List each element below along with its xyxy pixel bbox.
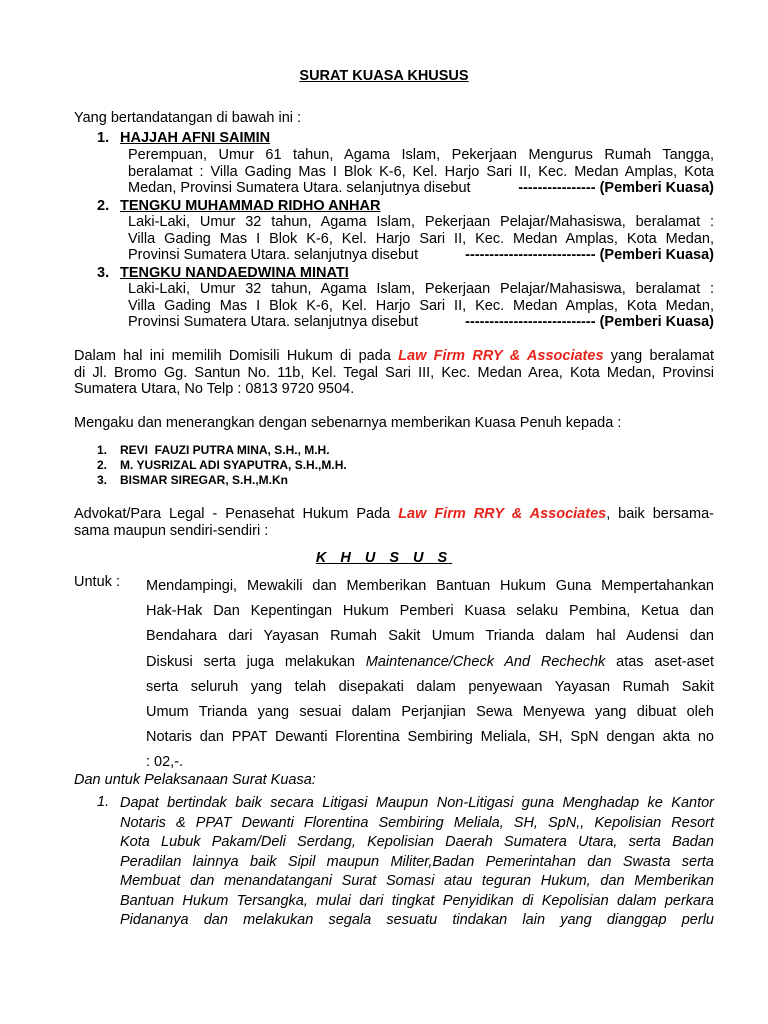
party-dashes: --------------------------- bbox=[465, 314, 596, 331]
party-line: Villa Gading Mas I Blok K-6, Kel. Harjo Sari II, Kec. Medan Amplas, Kota Medan, bbox=[128, 297, 714, 314]
untuk-line: Diskusi serta juga melakukan bbox=[146, 653, 355, 670]
untuk-line: atas aset-aset bbox=[616, 653, 715, 670]
domicile-address: Sumatera Utara, No Telp : 0813 9720 9504. bbox=[74, 381, 355, 397]
party-number: 1. bbox=[97, 130, 110, 146]
recipient-name: REVI FAUZI PUTRA MINA, S.H., M.H. bbox=[120, 443, 330, 457]
party-line: Villa Gading Mas I Blok K-6, Kel. Harjo Sari II, Kec. Medan Amplas, Kota Medan, bbox=[128, 230, 714, 247]
party-number: 2. bbox=[97, 198, 110, 214]
pelaksanaan-title: Dan untuk Pelaksanaan Surat Kuasa: bbox=[74, 772, 316, 788]
party-line: Medan, Provinsi Sumatera Utara. selanjutnya disebut bbox=[128, 180, 471, 197]
untuk-line: Mendampingi, Mewakili dan Memberikan Bantuan Hukum Guna Mempertahankan bbox=[146, 578, 714, 594]
pelaksanaan-line: Notaris & PPAT Dewanti Florentina Sembiring Meliala, SH, SpN,, Kepolisian Resort bbox=[120, 814, 714, 831]
pelaksanaan-line: Membuat dan menandatangani Surat Somasi atau teguran Hukum, dan Memberikan bbox=[120, 873, 714, 889]
pelaksanaan-body bbox=[120, 794, 714, 931]
recipient-name: M. YUSRIZAL ADI SYAPUTRA, S.H.,M.H. bbox=[120, 458, 347, 472]
party-line: Provinsi Sumatera Utara. selanjutnya disebut bbox=[128, 247, 419, 264]
domicile-paragraph bbox=[74, 348, 714, 398]
pelaksanaan-line: Bantuan Hukum Tersangka, mulai dari tingkat Penyidikan di Kepolisian dalam perkara bbox=[120, 892, 714, 909]
untuk-line: Bendahara dari Yayasan Rumah Sakit Umum Trianda dalam hal Audensi dan bbox=[146, 628, 714, 645]
recipient-item: 2. M. YUSRIZAL ADI SYAPUTRA, S.H.,M.H. bbox=[97, 458, 347, 472]
party-description bbox=[128, 147, 714, 197]
khusus-heading: K H U S U S bbox=[315, 550, 453, 566]
untuk-line: Umum Trianda yang sesuai dalam Perjanjian Sewa Menyewa yang dibuat oleh bbox=[146, 704, 714, 721]
party-name: TENGKU MUHAMMAD RIDHO ANHAR bbox=[120, 198, 381, 214]
pelaksanaan-number: 1. bbox=[97, 794, 110, 810]
party-role: (Pemberi Kuasa) bbox=[599, 180, 714, 197]
advokat-paragraph bbox=[74, 506, 714, 539]
untuk-line: Notaris dan PPAT Dewanti Florentina Sembiring Meliala, SH, SpN dengan akta no bbox=[146, 729, 714, 746]
party-line: beralamat : Villa Gading Mas I Blok K-6, Kel. Harjo Sari II, Kec. Medan Amplas, Kota bbox=[128, 163, 714, 180]
pelaksanaan-line: Pidananya dan melakukan segala sesuatu tindakan lain yang dianggap perlu bbox=[120, 912, 714, 928]
party-line: Laki-Laki, Umur 32 tahun, Agama Islam, Pekerjaan Pelajar/Mahasiswa, beralamat : bbox=[128, 214, 714, 230]
advokat-text: sama maupun sendiri-sendiri : bbox=[74, 522, 269, 539]
party-role: (Pemberi Kuasa) bbox=[599, 247, 714, 264]
party-description bbox=[128, 214, 714, 264]
untuk-italic-term: Maintenance/Check And Rechechk bbox=[365, 653, 606, 670]
domicile-address: di Jl. Bromo Gg. Santun No. 11b, Kel. Tegal Sari III, Kec. Medan Area, Kota Medan, Provinsi bbox=[74, 364, 714, 381]
advokat-text: , baik bersama- bbox=[606, 506, 714, 522]
untuk-body bbox=[146, 574, 714, 776]
recipient-item: 1. REVI FAUZI PUTRA MINA, S.H., M.H. bbox=[97, 443, 330, 457]
law-firm-name: Law Firm RRY & Associates bbox=[398, 348, 604, 364]
untuk-line: Hak-Hak Dan Kepentingan Hukum Pemberi Kuasa selaku Pembina, Ketua dan bbox=[146, 603, 714, 620]
advokat-text: Advokat/Para Legal - Penasehat Hukum Pada bbox=[74, 506, 391, 522]
grant-statement: Mengaku dan menerangkan dengan sebenarnya memberikan Kuasa Penuh kepada : bbox=[74, 415, 622, 431]
law-firm-name: Law Firm RRY & Associates bbox=[398, 506, 607, 522]
pelaksanaan-line: Peradilan lainnya baik Sipil maupun Militer,Badan Pemerintahan dan Swasta serta bbox=[120, 853, 714, 870]
recipient-item: 3. BISMAR SIREGAR, S.H.,M.Kn bbox=[97, 473, 289, 487]
party-role: (Pemberi Kuasa) bbox=[599, 314, 714, 331]
pelaksanaan-line: Kota Lubuk Pakam/Deli Serdang, Kepolisian Daerah Sumatera Utara, serta Badan bbox=[120, 834, 714, 850]
party-name: HAJJAH AFNI SAIMIN bbox=[120, 130, 271, 146]
party-dashes: --------------------------- bbox=[465, 247, 596, 264]
party-line: Perempuan, Umur 61 tahun, Agama Islam, Pekerjaan Mengurus Rumah Tangga, bbox=[128, 147, 714, 163]
untuk-label: Untuk : bbox=[74, 574, 120, 590]
domicile-text: yang beralamat bbox=[610, 348, 714, 364]
party-description bbox=[128, 281, 714, 331]
domicile-text: Dalam hal ini memilih Domisili Hukum di pada bbox=[74, 348, 391, 364]
party-line: Laki-Laki, Umur 32 tahun, Agama Islam, Pekerjaan Pelajar/Mahasiswa, beralamat : bbox=[128, 281, 714, 297]
document-title: SURAT KUASA KHUSUS bbox=[299, 68, 469, 84]
party-line: Provinsi Sumatera Utara. selanjutnya disebut bbox=[128, 314, 419, 331]
intro-text: Yang bertandatangan di bawah ini : bbox=[74, 110, 302, 126]
party-dashes: ---------------- bbox=[518, 180, 596, 197]
party-name: TENGKU NANDAEDWINA MINATI bbox=[120, 265, 349, 281]
untuk-line: : 02,-. bbox=[146, 754, 184, 771]
recipient-name: BISMAR SIREGAR, S.H.,M.Kn bbox=[120, 473, 289, 487]
party-number: 3. bbox=[97, 265, 110, 281]
untuk-line: serta seluruh yang telah disepakati dalam penyewaan Yayasan Rumah Sakit bbox=[146, 678, 714, 695]
pelaksanaan-line: Dapat bertindak baik secara Litigasi Maupun Non-Litigasi guna Menghadap ke Kantor bbox=[120, 795, 714, 811]
